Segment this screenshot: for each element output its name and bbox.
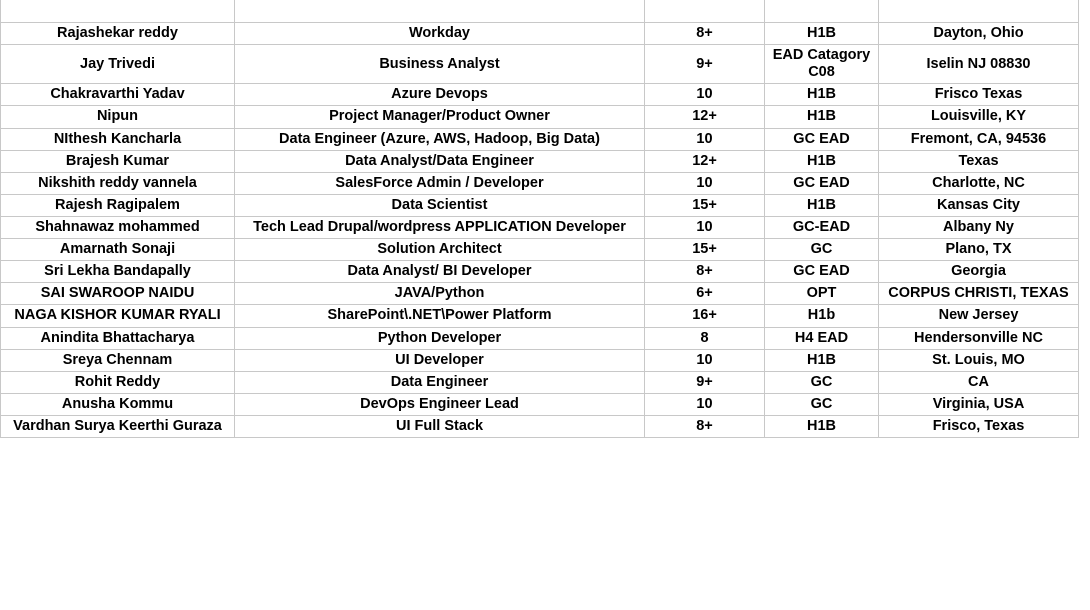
- table-row[interactable]: [1, 128, 1079, 150]
- cell-visa: H1B: [765, 349, 879, 371]
- cell-name: Amarnath Sonaji: [1, 239, 235, 261]
- cell-technology: Data Analyst/Data Engineer: [235, 150, 645, 172]
- cell-location: Albany Ny: [879, 216, 1079, 238]
- cell-visa: GC EAD: [765, 261, 879, 283]
- cell-technology: UI Full Stack: [235, 415, 645, 437]
- table-row[interactable]: [1, 172, 1079, 194]
- cell-visa: H1B: [765, 23, 879, 45]
- cell-name: Anusha Kommu: [1, 393, 235, 415]
- cell-name: Shahnawaz mohammed: [1, 216, 235, 238]
- cell-visa: H1B: [765, 84, 879, 106]
- table-row[interactable]: [1, 261, 1079, 283]
- cell-experience: 10: [645, 172, 765, 194]
- cell-experience: 9+: [645, 371, 765, 393]
- table-row[interactable]: [1, 84, 1079, 106]
- cell-visa: H1B: [765, 194, 879, 216]
- cell-name: Vardhan Surya Keerthi Guraza: [1, 415, 235, 437]
- cell-technology: SalesForce Admin / Developer: [235, 172, 645, 194]
- cell-experience: 15+: [645, 194, 765, 216]
- column-header-experience[interactable]: experience: [645, 0, 765, 23]
- table-row[interactable]: [1, 305, 1079, 327]
- cell-technology: DevOps Engineer Lead: [235, 393, 645, 415]
- table-header: [1, 0, 1079, 23]
- table-row[interactable]: [1, 283, 1079, 305]
- cell-location: Texas: [879, 150, 1079, 172]
- cell-experience: 10: [645, 128, 765, 150]
- table-row[interactable]: [1, 23, 1079, 45]
- cell-visa: H4 EAD: [765, 327, 879, 349]
- table-body: [1, 23, 1079, 438]
- cell-name: Anindita Bhattacharya: [1, 327, 235, 349]
- column-header-name[interactable]: Name: [1, 0, 235, 23]
- cell-visa: H1B: [765, 106, 879, 128]
- cell-experience: 10: [645, 84, 765, 106]
- cell-experience: 12+: [645, 150, 765, 172]
- cell-technology: Project Manager/Product Owner: [235, 106, 645, 128]
- cell-experience: 15+: [645, 239, 765, 261]
- cell-experience: 10: [645, 393, 765, 415]
- cell-name: Sri Lekha Bandapally: [1, 261, 235, 283]
- cell-experience: 10: [645, 216, 765, 238]
- table-row[interactable]: [1, 327, 1079, 349]
- cell-name: Rajesh Ragipalem: [1, 194, 235, 216]
- cell-technology: Solution Architect: [235, 239, 645, 261]
- cell-visa: GC EAD: [765, 128, 879, 150]
- cell-visa: EAD Catagory C08: [765, 45, 879, 84]
- cell-experience: 8+: [645, 23, 765, 45]
- cell-location: Louisville, KY: [879, 106, 1079, 128]
- cell-name: Brajesh Kumar: [1, 150, 235, 172]
- cell-location: New Jersey: [879, 305, 1079, 327]
- cell-experience: 6+: [645, 283, 765, 305]
- table-row[interactable]: [1, 415, 1079, 437]
- cell-visa: OPT: [765, 283, 879, 305]
- table-row[interactable]: [1, 194, 1079, 216]
- cell-technology: SharePoint\.NET\Power Platform: [235, 305, 645, 327]
- table-row[interactable]: [1, 371, 1079, 393]
- cell-location: Kansas City: [879, 194, 1079, 216]
- cell-name: Rohit Reddy: [1, 371, 235, 393]
- cell-experience: 10: [645, 349, 765, 371]
- cell-location: Virginia, USA: [879, 393, 1079, 415]
- cell-location: CA: [879, 371, 1079, 393]
- cell-visa: H1B: [765, 415, 879, 437]
- cell-visa: H1b: [765, 305, 879, 327]
- cell-technology: UI Developer: [235, 349, 645, 371]
- cell-technology: Workday: [235, 23, 645, 45]
- cell-technology: Python Developer: [235, 327, 645, 349]
- cell-technology: Data Engineer: [235, 371, 645, 393]
- cell-location: Iselin NJ 08830: [879, 45, 1079, 84]
- cell-location: St. Louis, MO: [879, 349, 1079, 371]
- cell-experience: 8: [645, 327, 765, 349]
- cell-experience: 9+: [645, 45, 765, 84]
- column-header-technology[interactable]: Technology: [235, 0, 645, 23]
- cell-name: SAI SWAROOP NAIDU: [1, 283, 235, 305]
- table-row[interactable]: [1, 216, 1079, 238]
- cell-name: Sreya Chennam: [1, 349, 235, 371]
- cell-location: Frisco, Texas: [879, 415, 1079, 437]
- table-row[interactable]: [1, 393, 1079, 415]
- cell-name: NAGA KISHOR KUMAR RYALI: [1, 305, 235, 327]
- cell-visa: H1B: [765, 150, 879, 172]
- cell-name: Chakravarthi Yadav: [1, 84, 235, 106]
- cell-experience: 16+: [645, 305, 765, 327]
- cell-visa: GC: [765, 393, 879, 415]
- cell-location: CORPUS CHRISTI, TEXAS: [879, 283, 1079, 305]
- cell-technology: Data Engineer (Azure, AWS, Hadoop, Big Data): [235, 128, 645, 150]
- cell-experience: 8+: [645, 261, 765, 283]
- table-row[interactable]: [1, 349, 1079, 371]
- cell-visa: GC: [765, 371, 879, 393]
- table-header-row: [1, 0, 1079, 23]
- cell-location: Plano, TX: [879, 239, 1079, 261]
- cell-technology: Data Analyst/ BI Developer: [235, 261, 645, 283]
- cell-experience: 12+: [645, 106, 765, 128]
- cell-experience: 8+: [645, 415, 765, 437]
- column-header-location[interactable]: Location: [879, 0, 1079, 23]
- cell-location: Fremont, CA, 94536: [879, 128, 1079, 150]
- cell-technology: Data Scientist: [235, 194, 645, 216]
- cell-location: Hendersonville NC: [879, 327, 1079, 349]
- cell-technology: Azure Devops: [235, 84, 645, 106]
- cell-location: Dayton, Ohio: [879, 23, 1079, 45]
- cell-technology: JAVA/Python: [235, 283, 645, 305]
- cell-location: Georgia: [879, 261, 1079, 283]
- cell-visa: GC EAD: [765, 172, 879, 194]
- cell-visa: GC: [765, 239, 879, 261]
- cell-location: Frisco Texas: [879, 84, 1079, 106]
- table-row[interactable]: [1, 150, 1079, 172]
- table-row[interactable]: [1, 45, 1079, 84]
- cell-location: Charlotte, NC: [879, 172, 1079, 194]
- column-header-visa[interactable]: Visa: [765, 0, 879, 23]
- cell-name: Jay Trivedi: [1, 45, 235, 84]
- cell-name: NIthesh Kancharla: [1, 128, 235, 150]
- cell-technology: Business Analyst: [235, 45, 645, 84]
- cell-name: Rajashekar reddy: [1, 23, 235, 45]
- cell-visa: GC-EAD: [765, 216, 879, 238]
- cell-technology: Tech Lead Drupal/wordpress APPLICATION Developer: [235, 216, 645, 238]
- cell-name: Nikshith reddy vannela: [1, 172, 235, 194]
- table-row[interactable]: [1, 239, 1079, 261]
- table-row[interactable]: [1, 106, 1079, 128]
- cell-name: Nipun: [1, 106, 235, 128]
